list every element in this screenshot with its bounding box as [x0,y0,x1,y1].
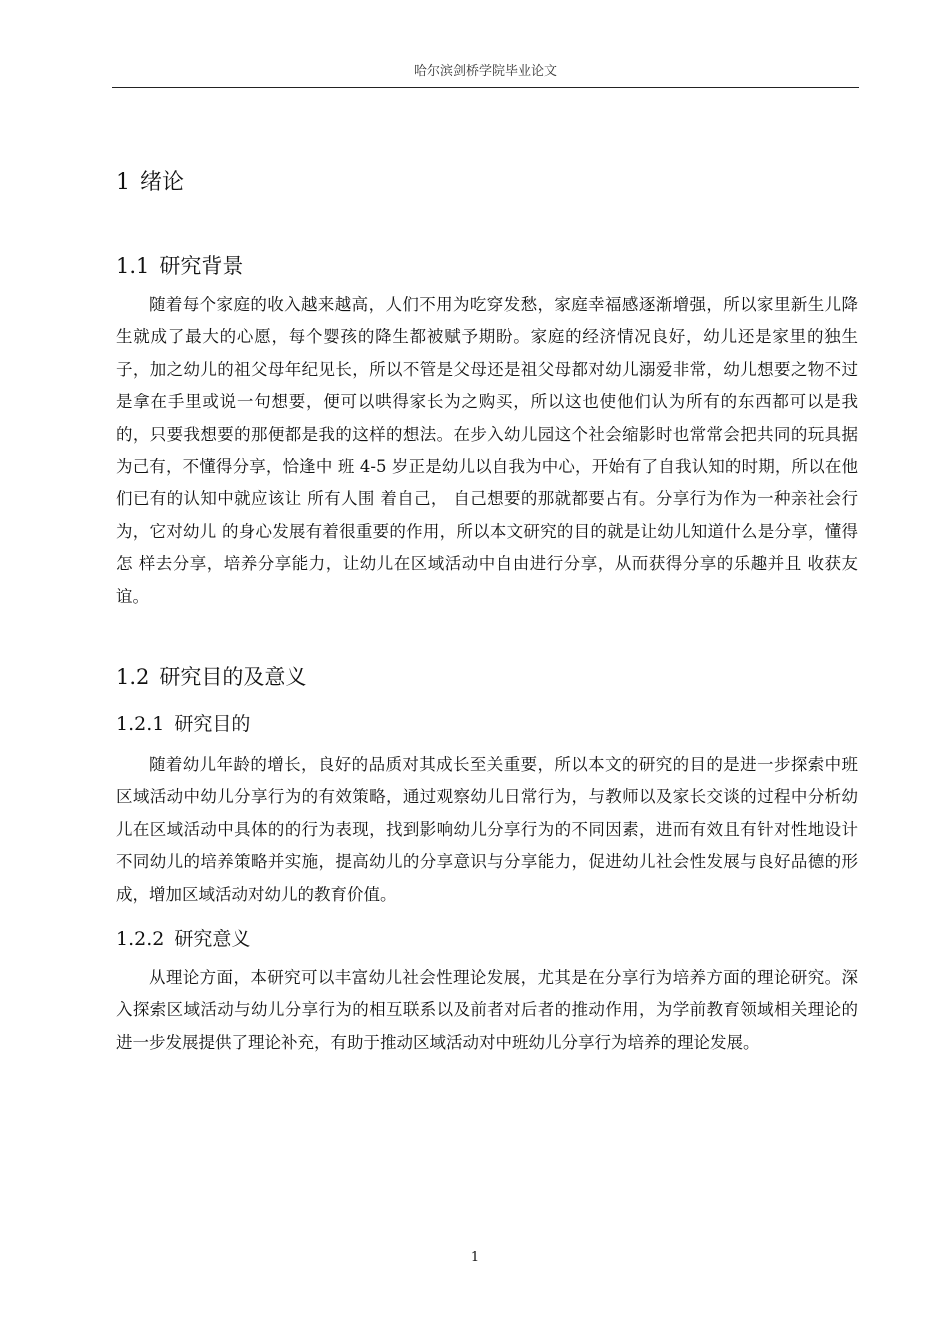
chapter-title: 绪论 [140,170,185,195]
paragraph-purpose: 随着幼儿年龄的增长，良好的品质对其成长至关重要，所以本文的研究的目的是进一步探索中班区域活动中幼儿分享行为的有效策略，通过观察幼儿日常行为，与教师以及家长交谈的过程中分析幼儿在区域活动中具体的的行为表现，找到影响幼儿分享行为的不同因素，进而有效且有针对性地设计不同幼儿的培养策略并实施，提高幼儿的分享意识与分享能力，促进幼儿社会性发展与良好品德的形成，增加区域活动对幼儿的教育价值。 [116,755,858,904]
header-rule [112,87,859,88]
section-title: 研究目的及意义 [159,665,307,689]
section-number: 1.1 [116,254,150,278]
page-number: 1 [470,1250,480,1265]
subsection-number: 1.2.1 [116,713,165,735]
chapter-number: 1 [116,170,130,195]
subsection-heading-1-2-2 [116,924,250,951]
section-title: 研究背景 [159,254,244,278]
subsection-title: 研究目的 [174,713,251,735]
section-number: 1.2 [116,665,150,689]
chapter-heading [116,165,184,196]
running-header: 哈尔滨剑桥学院毕业论文 [413,64,557,79]
subsection-heading-1-2-1 [116,709,250,736]
section-heading-1-2 [116,661,306,691]
section-heading-1-1 [116,250,243,280]
subsection-title: 研究意义 [174,928,251,950]
subsection-number: 1.2.2 [116,928,165,950]
paragraph-background: 随着每个家庭的收入越来越高，人们不用为吃穿发愁，家庭幸福感逐渐增强，所以家里新生儿降生就成了最大的心愿，每个婴孩的降生都被赋予期盼。家庭的经济情况良好，幼儿还是家里的独生子，加之幼儿的祖父母年纪见长，所以不管是父母还是祖父母都对幼儿溺爱非常，幼儿想要之物不过是拿在手里或说一句想要，便可以哄得家长为之购买，所以这也使他们认为所有的东西都可以是我的，只要我想要的那便都是我的这样的想法。在步入幼儿园这个社会缩影时也常常会把共同的玩具据为己有，不懂得分享，恰逢中 班 4-5 岁正是幼儿以自我为中心，开始有了自我认知的时期，所以在他们已有的认知中就应该让 所有人围 着自己， 自己想要的那就都要占有。分享行为作为一种亲社会行为，它对幼儿 的身心发展有着很重要的作用，所以本文研究的目的就是让幼儿知道什么是分享，懂得怎 样去分享，培养分享能力，让幼儿在区域活动中自由进行分享，从而获得分享的乐趣并且 收获友谊。 [116,295,858,606]
paragraph-significance: 从理论方面，本研究可以丰富幼儿社会性理论发展，尤其是在分享行为培养方面的理论研究。深入探索区域活动与幼儿分享行为的相互联系以及前者对后者的推动作用，为学前教育领域相关理论的进一步发展提供了理论补充，有助于推动区域活动对中班幼儿分享行为培养的理论发展。 [116,968,858,1052]
